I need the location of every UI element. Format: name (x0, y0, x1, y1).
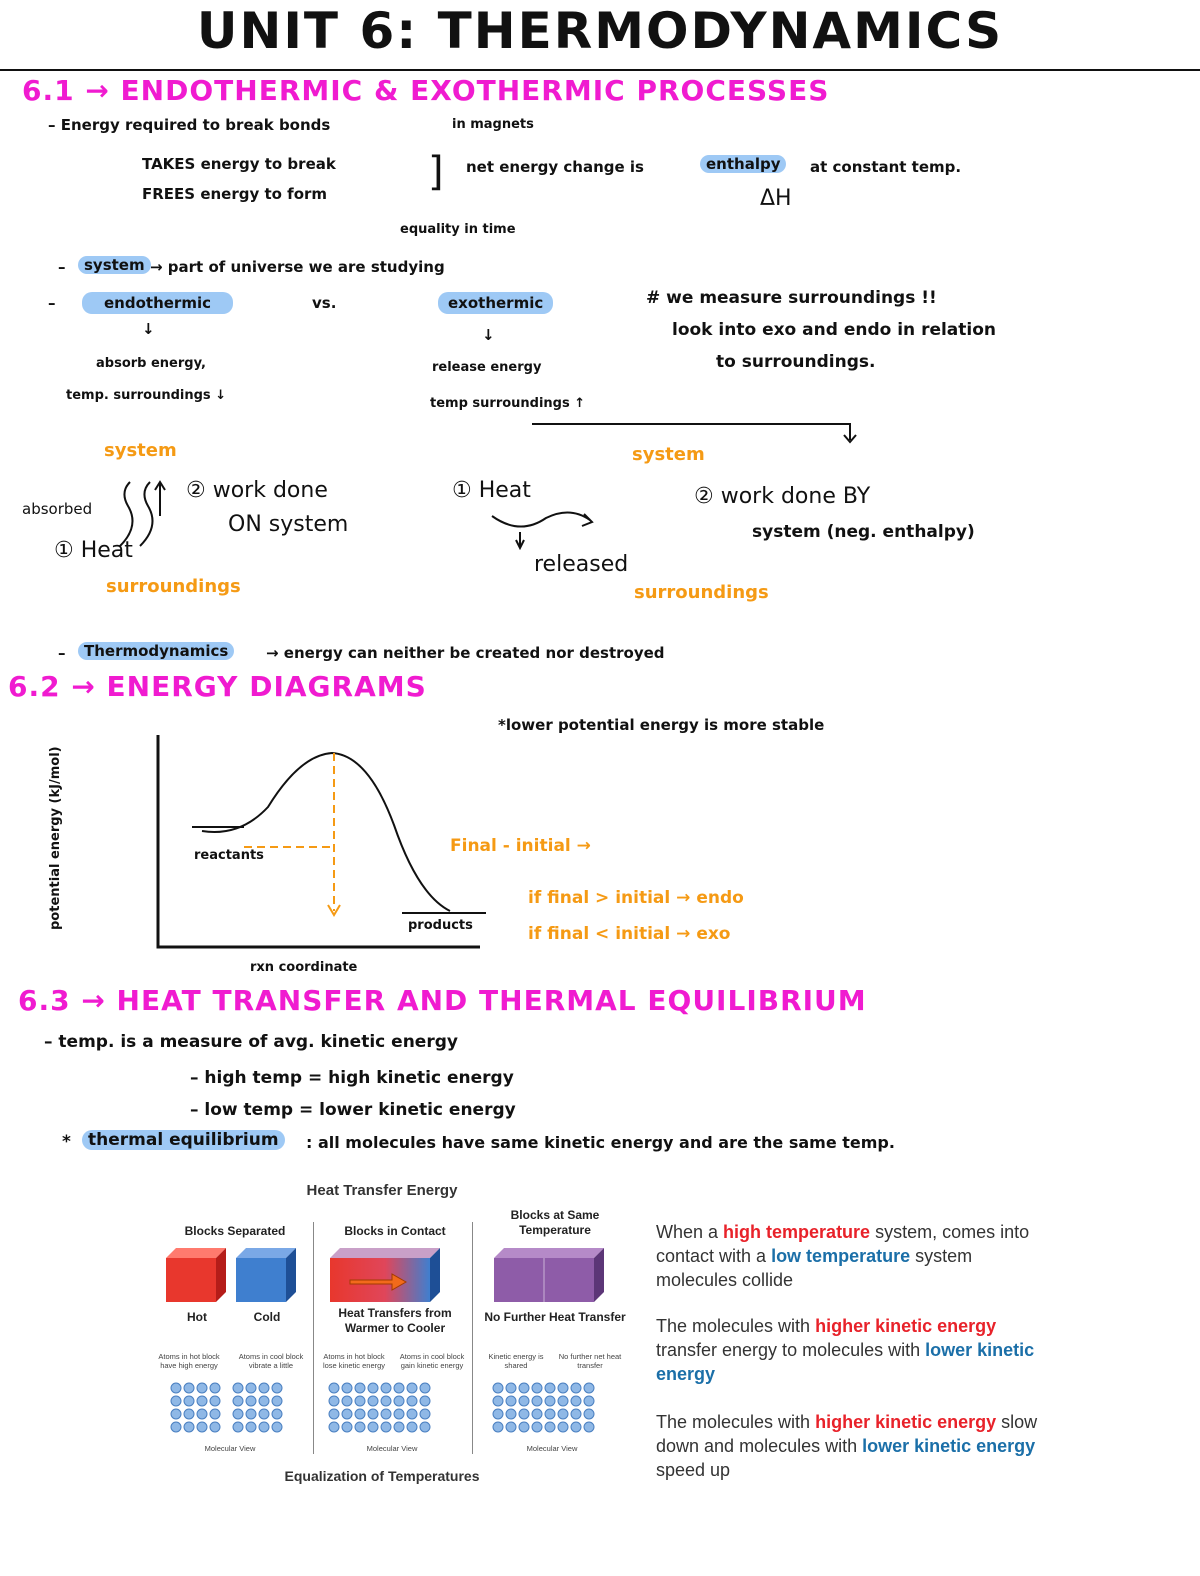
thermal-equilibrium-term: thermal equilibrium (82, 1130, 285, 1150)
heat-transfer-figure (150, 1180, 630, 1490)
atom (197, 1422, 207, 1432)
enthalpy-term: enthalpy (700, 155, 786, 173)
atom (329, 1383, 339, 1393)
atom (558, 1396, 568, 1406)
atom (532, 1383, 542, 1393)
thermal-equilibrium-def: : all molecules have same kinetic energy and are the same temp. (306, 1133, 895, 1152)
section-6-1-heading: 6.1 → ENDOTHERMIC & EXOTHERMIC PROCESSES (22, 74, 830, 107)
panel2-note-b: Atoms in cool block gain kinetic energy (399, 1352, 465, 1370)
atom (368, 1422, 378, 1432)
atom (407, 1422, 417, 1432)
eq-star: * (62, 1132, 71, 1152)
s61-line1: – Energy required to break bonds (48, 116, 331, 134)
s63-line1: – temp. is a measure of avg. kinetic energy (44, 1032, 458, 1052)
atom (394, 1409, 404, 1419)
atom (368, 1396, 378, 1406)
atom (571, 1409, 581, 1419)
diagram-axes (158, 735, 480, 947)
s63-line3: – low temp = lower kinetic energy (190, 1100, 516, 1120)
atom (184, 1396, 194, 1406)
atom (558, 1409, 568, 1419)
figure-title: Heat Transfer Energy (306, 1182, 458, 1199)
s61-line2c: at constant temp. (810, 158, 962, 176)
atom (571, 1422, 581, 1432)
atom (381, 1383, 391, 1393)
para-2: The molecules with higher kinetic energy transfer energy to molecules with lower kinetic energy (656, 1316, 1035, 1384)
system-term: system (78, 256, 151, 274)
atom (171, 1383, 181, 1393)
exo-desc-1: release energy (432, 360, 542, 375)
s61-line4: equality in time (400, 222, 516, 237)
thermodynamics-term: Thermodynamics (78, 642, 234, 660)
atom (272, 1383, 282, 1393)
blocks-separated (166, 1248, 306, 1304)
left-surroundings: surroundings (106, 576, 241, 597)
final-initial: Final - initial → (450, 836, 591, 856)
atom (381, 1396, 391, 1406)
atom (420, 1409, 430, 1419)
atom (210, 1422, 220, 1432)
atom (545, 1409, 555, 1419)
atom (394, 1383, 404, 1393)
atom (329, 1422, 339, 1432)
section-6-2-heading: 6.2 → ENERGY DIAGRAMS (8, 670, 427, 703)
s61-line3: FREES energy to form (142, 185, 328, 203)
panel3-head: Blocks at Same Temperature (510, 1208, 600, 1237)
right-system: system (neg. enthalpy) (752, 522, 975, 542)
atom (171, 1409, 181, 1419)
exo-term: exothermic (438, 292, 553, 314)
atom (233, 1422, 243, 1432)
panel2-label: Heat Transfers from Warmer to Cooler (338, 1306, 452, 1335)
atom (519, 1383, 529, 1393)
energy-curve (202, 753, 450, 911)
atom (584, 1396, 594, 1406)
s61-line2b: net energy change is (466, 158, 644, 176)
atom (368, 1383, 378, 1393)
atom (210, 1409, 220, 1419)
right-work: ② work done BY (694, 484, 871, 509)
panel1-note-b: Atoms in cool block vibrate a little (238, 1352, 304, 1370)
atom (355, 1409, 365, 1419)
atom (184, 1422, 194, 1432)
cold-label: Cold (253, 1310, 281, 1324)
atom (532, 1422, 542, 1432)
system-def: → part of universe we are studying (150, 258, 445, 276)
released-arrows (490, 506, 600, 550)
atom (545, 1422, 555, 1432)
atom (519, 1422, 529, 1432)
atom (246, 1422, 256, 1432)
s63-line2: – high temp = high kinetic energy (190, 1068, 514, 1088)
atom (394, 1422, 404, 1432)
panel2-head: Blocks in Contact (344, 1224, 446, 1238)
panel2-view: Molecular View (366, 1444, 418, 1453)
atom (171, 1396, 181, 1406)
atom (493, 1396, 503, 1406)
atom (233, 1396, 243, 1406)
atom (558, 1422, 568, 1432)
atom (493, 1422, 503, 1432)
para-1: When a high temperature system, comes into contact with a low temperature system molecules collide (656, 1222, 1030, 1290)
atom (342, 1422, 352, 1432)
atom (506, 1409, 516, 1419)
atom (329, 1396, 339, 1406)
look-note-1: look into exo and endo in relation (672, 320, 997, 340)
atom (381, 1409, 391, 1419)
panel3-note-a: Kinetic energy is shared (488, 1352, 544, 1370)
atom (272, 1396, 282, 1406)
left-heat: ① Heat (54, 538, 133, 563)
atom (259, 1409, 269, 1419)
panel1-view: Molecular View (204, 1444, 256, 1453)
look-note-2: to surroundings. (716, 352, 876, 372)
s61-dash: – (58, 258, 66, 276)
right-heat: ① Heat (452, 478, 531, 503)
left-on-system: ON system (228, 512, 349, 537)
panel3-note-b: No further net heat transfer (558, 1352, 622, 1370)
atom (506, 1396, 516, 1406)
molecular-view-atoms (150, 1378, 630, 1438)
atom (272, 1422, 282, 1432)
measure-note: # we measure surroundings !! (646, 288, 937, 308)
atom (197, 1409, 207, 1419)
atom (259, 1396, 269, 1406)
atom (532, 1409, 542, 1419)
atom (584, 1383, 594, 1393)
s61-dash3: – (58, 644, 66, 662)
atom (210, 1383, 220, 1393)
atom (506, 1422, 516, 1432)
vs: vs. (312, 294, 337, 312)
thermodynamics-def: → energy can neither be created nor destroyed (266, 644, 665, 662)
atom (259, 1422, 269, 1432)
atom (532, 1396, 542, 1406)
title-divider (0, 69, 1200, 71)
atom (233, 1409, 243, 1419)
panel3-label: No Further Heat Transfer (484, 1310, 626, 1324)
figure-caption: Equalization of Temperatures (284, 1468, 480, 1484)
right-system-label: system (632, 444, 705, 465)
atom (246, 1409, 256, 1419)
atom (355, 1396, 365, 1406)
atom (407, 1396, 417, 1406)
atom (381, 1422, 391, 1432)
atom (571, 1396, 581, 1406)
panel1-head: Blocks Separated (184, 1224, 286, 1238)
atom (246, 1383, 256, 1393)
left-system-label: system (104, 440, 177, 461)
atom (420, 1396, 430, 1406)
atom (355, 1383, 365, 1393)
endo-desc-1: absorb energy, (96, 356, 206, 371)
atom (407, 1383, 417, 1393)
if-endo: if final > initial → endo (528, 888, 744, 908)
hot-label: Hot (187, 1310, 207, 1324)
left-absorbed: absorbed (22, 500, 93, 518)
atom (184, 1409, 194, 1419)
s61-dash2: – (48, 294, 56, 312)
endo-term: endothermic (82, 292, 233, 314)
exo-desc-2: temp surroundings ↑ (430, 396, 586, 411)
energy-y-label: potential energy (kJ/mol) (48, 746, 63, 930)
if-exo: if final < initial → exo (528, 924, 731, 944)
atom (272, 1409, 282, 1419)
left-work: ② work done (186, 478, 328, 503)
blocks-in-contact (330, 1248, 460, 1304)
atom (584, 1422, 594, 1432)
atom (394, 1396, 404, 1406)
atom (519, 1409, 529, 1419)
atom (342, 1396, 352, 1406)
atom (259, 1383, 269, 1393)
atom (184, 1383, 194, 1393)
arrow-down-exo: ↓ (482, 326, 495, 344)
atom (420, 1383, 430, 1393)
atom (329, 1409, 339, 1419)
atom (584, 1409, 594, 1419)
panel1-note-a: Atoms in hot block have high energy (158, 1352, 220, 1370)
atom (420, 1422, 430, 1432)
reactants-label: reactants (194, 848, 264, 863)
brace: ] (428, 149, 444, 195)
atom (558, 1383, 568, 1393)
atom (342, 1409, 352, 1419)
atom (210, 1396, 220, 1406)
atom (506, 1383, 516, 1393)
products-label: products (408, 918, 473, 933)
atom (368, 1409, 378, 1419)
right-released: released (534, 552, 629, 577)
atom (171, 1422, 181, 1432)
blocks-same-temp (494, 1248, 624, 1304)
arrow-down-endo: ↓ (142, 320, 155, 338)
atom (407, 1409, 417, 1419)
panel3-view: Molecular View (526, 1444, 578, 1453)
atom (545, 1396, 555, 1406)
energy-x-label: rxn coordinate (250, 960, 358, 975)
atom (493, 1409, 503, 1419)
atom (545, 1383, 555, 1393)
atom (355, 1422, 365, 1432)
atom (233, 1383, 243, 1393)
s61-line2: TAKES energy to break (142, 155, 336, 173)
page-title: UNIT 6: THERMODYNAMICS (196, 2, 1004, 60)
para-3: The molecules with higher kinetic energy slow down and molecules with lower kinetic energy speed up (656, 1412, 1038, 1480)
delta-h: ΔH (760, 186, 792, 211)
panel2-note-a: Atoms in hot block lose kinetic energy (322, 1352, 386, 1370)
atom (571, 1383, 581, 1393)
atom (342, 1383, 352, 1393)
stability-note: *lower potential energy is more stable (498, 716, 825, 734)
atom (493, 1383, 503, 1393)
section-6-3-heading: 6.3 → HEAT TRANSFER AND THERMAL EQUILIBRIUM (18, 984, 867, 1017)
atom (197, 1383, 207, 1393)
atom (197, 1396, 207, 1406)
endo-desc-2: temp. surroundings ↓ (66, 388, 227, 403)
right-surroundings: surroundings (634, 582, 769, 603)
atom (246, 1396, 256, 1406)
s61-line1b: in magnets (452, 117, 534, 132)
atom (519, 1396, 529, 1406)
